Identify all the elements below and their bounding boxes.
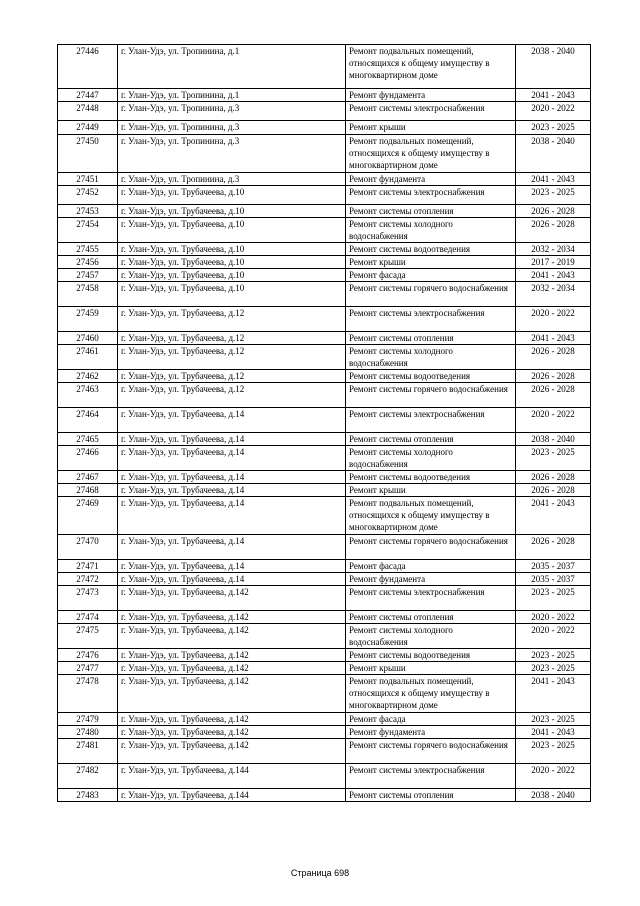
page-number: Страница 698	[290, 868, 350, 878]
address-cell: г. Улан-Удэ, ул. Трубачеева, д.144	[118, 764, 346, 789]
address-cell: г. Улан-Удэ, ул. Трубачеева, д.142	[118, 726, 346, 739]
row-number-cell: 27466	[58, 446, 118, 471]
table-row	[58, 383, 591, 408]
work-type-cell: Ремонт подвальных помещений, относящихся к общему имуществу в многоквартирном доме	[346, 45, 516, 89]
work-type-cell: Ремонт крыши	[346, 121, 516, 135]
row-number-cell: 27462	[58, 370, 118, 383]
work-type-cell: Ремонт системы водоотведения	[346, 243, 516, 256]
address-cell: г. Улан-Удэ, ул. Трубачеева, д.14	[118, 408, 346, 433]
period-cell: 2038 - 2040	[516, 45, 591, 89]
work-type-cell: Ремонт подвальных помещений, относящихся к общему имуществу в многоквартирном доме	[346, 135, 516, 173]
table-row	[58, 102, 591, 121]
row-number-cell: 27477	[58, 662, 118, 675]
address-cell: г. Улан-Удэ, ул. Трубачеева, д.10	[118, 269, 346, 282]
period-cell: 2038 - 2040	[516, 135, 591, 173]
period-cell: 2041 - 2043	[516, 332, 591, 345]
row-number-cell: 27446	[58, 45, 118, 89]
address-cell: г. Улан-Удэ, ул. Трубачеева, д.12	[118, 307, 346, 332]
table-row	[58, 764, 591, 789]
table-row	[58, 713, 591, 726]
address-cell: г. Улан-Удэ, ул. Трубачеева, д.12	[118, 332, 346, 345]
work-type-cell: Ремонт крыши	[346, 484, 516, 497]
address-cell: г. Улан-Удэ, ул. Трубачеева, д.142	[118, 586, 346, 611]
row-number-cell: 27473	[58, 586, 118, 611]
table-row	[58, 446, 591, 471]
row-number-cell: 27472	[58, 573, 118, 586]
row-number-cell: 27476	[58, 649, 118, 662]
row-number-cell: 27465	[58, 433, 118, 446]
address-cell: г. Улан-Удэ, ул. Трубачеева, д.14	[118, 535, 346, 560]
work-type-cell: Ремонт фундамента	[346, 573, 516, 586]
row-number-cell: 27453	[58, 205, 118, 218]
work-type-cell: Ремонт системы горячего водоснабжения	[346, 282, 516, 307]
address-cell: г. Улан-Удэ, ул. Трубачеева, д.142	[118, 611, 346, 624]
table-row	[58, 45, 591, 89]
period-cell: 2023 - 2025	[516, 649, 591, 662]
work-type-cell: Ремонт системы горячего водоснабжения	[346, 383, 516, 408]
period-cell: 2026 - 2028	[516, 370, 591, 383]
address-cell: г. Улан-Удэ, ул. Трубачеева, д.10	[118, 256, 346, 269]
address-cell: г. Улан-Удэ, ул. Трубачеева, д.14	[118, 560, 346, 573]
period-cell: 2026 - 2028	[516, 484, 591, 497]
work-type-cell: Ремонт системы отопления	[346, 205, 516, 218]
period-cell: 2038 - 2040	[516, 433, 591, 446]
period-cell: 2032 - 2034	[516, 243, 591, 256]
address-cell: г. Улан-Удэ, ул. Тропинина, д.3	[118, 135, 346, 173]
address-cell: г. Улан-Удэ, ул. Тропинина, д.3	[118, 173, 346, 186]
address-cell: г. Улан-Удэ, ул. Трубачеева, д.10	[118, 282, 346, 307]
address-cell: г. Улан-Удэ, ул. Трубачеева, д.14	[118, 446, 346, 471]
period-cell: 2020 - 2022	[516, 408, 591, 433]
row-number-cell: 27478	[58, 675, 118, 713]
row-number-cell: 27459	[58, 307, 118, 332]
work-type-cell: Ремонт системы водоотведения	[346, 649, 516, 662]
address-cell: г. Улан-Удэ, ул. Тропинина, д.1	[118, 45, 346, 89]
address-cell: г. Улан-Удэ, ул. Тропинина, д.3	[118, 121, 346, 135]
table-row	[58, 535, 591, 560]
table-row	[58, 611, 591, 624]
row-number-cell: 27479	[58, 713, 118, 726]
table-row	[58, 573, 591, 586]
period-cell: 2026 - 2028	[516, 205, 591, 218]
period-cell: 2020 - 2022	[516, 307, 591, 332]
work-type-cell: Ремонт фундамента	[346, 173, 516, 186]
table-row	[58, 586, 591, 611]
table-row	[58, 282, 591, 307]
period-cell: 2020 - 2022	[516, 611, 591, 624]
table-row	[58, 89, 591, 102]
address-cell: г. Улан-Удэ, ул. Трубачеева, д.14	[118, 471, 346, 484]
period-cell: 2026 - 2028	[516, 535, 591, 560]
address-cell: г. Улан-Удэ, ул. Трубачеева, д.10	[118, 243, 346, 256]
row-number-cell: 27451	[58, 173, 118, 186]
row-number-cell: 27450	[58, 135, 118, 173]
row-number-cell: 27474	[58, 611, 118, 624]
work-type-cell: Ремонт системы отопления	[346, 433, 516, 446]
row-number-cell: 27481	[58, 739, 118, 764]
period-cell: 2035 - 2037	[516, 573, 591, 586]
row-number-cell: 27471	[58, 560, 118, 573]
period-cell: 2041 - 2043	[516, 497, 591, 535]
period-cell: 2032 - 2034	[516, 282, 591, 307]
work-type-cell: Ремонт фасада	[346, 269, 516, 282]
address-cell: г. Улан-Удэ, ул. Трубачеева, д.10	[118, 205, 346, 218]
row-number-cell: 27468	[58, 484, 118, 497]
period-cell: 2023 - 2025	[516, 121, 591, 135]
address-cell: г. Улан-Удэ, ул. Трубачеева, д.142	[118, 675, 346, 713]
work-type-cell: Ремонт системы электроснабжения	[346, 186, 516, 205]
row-number-cell: 27457	[58, 269, 118, 282]
table-row	[58, 433, 591, 446]
work-type-cell: Ремонт системы горячего водоснабжения	[346, 739, 516, 764]
address-cell: г. Улан-Удэ, ул. Трубачеева, д.12	[118, 370, 346, 383]
address-cell: г. Улан-Удэ, ул. Тропинина, д.1	[118, 89, 346, 102]
table-row	[58, 307, 591, 332]
row-number-cell: 27475	[58, 624, 118, 649]
period-cell: 2023 - 2025	[516, 446, 591, 471]
table-row	[58, 789, 591, 802]
row-number-cell: 27463	[58, 383, 118, 408]
work-type-cell: Ремонт системы холодного водоснабжения	[346, 345, 516, 370]
table-row	[58, 649, 591, 662]
row-number-cell: 27452	[58, 186, 118, 205]
table-row	[58, 121, 591, 135]
table-row	[58, 186, 591, 205]
address-cell: г. Улан-Удэ, ул. Трубачеева, д.10	[118, 186, 346, 205]
row-number-cell: 27455	[58, 243, 118, 256]
table-row	[58, 218, 591, 243]
period-cell: 2041 - 2043	[516, 675, 591, 713]
row-number-cell: 27464	[58, 408, 118, 433]
period-cell: 2041 - 2043	[516, 726, 591, 739]
work-type-cell: Ремонт системы холодного водоснабжения	[346, 218, 516, 243]
period-cell: 2038 - 2040	[516, 789, 591, 802]
address-cell: г. Улан-Удэ, ул. Трубачеева, д.142	[118, 624, 346, 649]
table-row	[58, 726, 591, 739]
address-cell: г. Улан-Удэ, ул. Трубачеева, д.142	[118, 649, 346, 662]
table-row	[58, 269, 591, 282]
row-number-cell: 27480	[58, 726, 118, 739]
period-cell: 2023 - 2025	[516, 713, 591, 726]
repair-schedule-table	[57, 44, 591, 802]
row-number-cell: 27454	[58, 218, 118, 243]
period-cell: 2026 - 2028	[516, 471, 591, 484]
work-type-cell: Ремонт системы горячего водоснабжения	[346, 535, 516, 560]
table-body	[58, 45, 591, 802]
period-cell: 2026 - 2028	[516, 383, 591, 408]
address-cell: г. Улан-Удэ, ул. Трубачеева, д.142	[118, 662, 346, 675]
table-row	[58, 560, 591, 573]
work-type-cell: Ремонт фундамента	[346, 726, 516, 739]
period-cell: 2041 - 2043	[516, 89, 591, 102]
period-cell: 2023 - 2025	[516, 662, 591, 675]
address-cell: г. Улан-Удэ, ул. Трубачеева, д.142	[118, 713, 346, 726]
table-row	[58, 135, 591, 173]
work-type-cell: Ремонт подвальных помещений, относящихся к общему имуществу в многоквартирном доме	[346, 675, 516, 713]
work-type-cell: Ремонт крыши	[346, 256, 516, 269]
table-row	[58, 739, 591, 764]
row-number-cell: 27469	[58, 497, 118, 535]
period-cell: 2026 - 2028	[516, 345, 591, 370]
table-row	[58, 243, 591, 256]
row-number-cell: 27482	[58, 764, 118, 789]
work-type-cell: Ремонт системы отопления	[346, 611, 516, 624]
period-cell: 2023 - 2025	[516, 739, 591, 764]
work-type-cell: Ремонт крыши	[346, 662, 516, 675]
address-cell: г. Улан-Удэ, ул. Трубачеева, д.14	[118, 433, 346, 446]
work-type-cell: Ремонт системы отопления	[346, 789, 516, 802]
table-row	[58, 497, 591, 535]
table-row	[58, 484, 591, 497]
period-cell: 2020 - 2022	[516, 102, 591, 121]
table-row	[58, 624, 591, 649]
row-number-cell: 27483	[58, 789, 118, 802]
table-row	[58, 662, 591, 675]
work-type-cell: Ремонт системы электроснабжения	[346, 102, 516, 121]
row-number-cell: 27458	[58, 282, 118, 307]
row-number-cell: 27456	[58, 256, 118, 269]
table-row	[58, 332, 591, 345]
row-number-cell: 27449	[58, 121, 118, 135]
address-cell: г. Улан-Удэ, ул. Трубачеева, д.14	[118, 484, 346, 497]
table-row	[58, 173, 591, 186]
work-type-cell: Ремонт системы электроснабжения	[346, 586, 516, 611]
period-cell: 2020 - 2022	[516, 624, 591, 649]
table-row	[58, 675, 591, 713]
work-type-cell: Ремонт системы электроснабжения	[346, 408, 516, 433]
table-row	[58, 370, 591, 383]
table-row	[58, 256, 591, 269]
table-row	[58, 205, 591, 218]
row-number-cell: 27448	[58, 102, 118, 121]
period-cell: 2041 - 2043	[516, 173, 591, 186]
work-type-cell: Ремонт системы водоотведения	[346, 471, 516, 484]
work-type-cell: Ремонт фундамента	[346, 89, 516, 102]
row-number-cell: 27470	[58, 535, 118, 560]
period-cell: 2020 - 2022	[516, 764, 591, 789]
row-number-cell: 27460	[58, 332, 118, 345]
work-type-cell: Ремонт подвальных помещений, относящихся к общему имуществу в многоквартирном доме	[346, 497, 516, 535]
address-cell: г. Улан-Удэ, ул. Трубачеева, д.12	[118, 345, 346, 370]
work-type-cell: Ремонт системы холодного водоснабжения	[346, 446, 516, 471]
period-cell: 2035 - 2037	[516, 560, 591, 573]
period-cell: 2026 - 2028	[516, 218, 591, 243]
table-row	[58, 471, 591, 484]
work-type-cell: Ремонт системы водоотведения	[346, 370, 516, 383]
period-cell: 2023 - 2025	[516, 586, 591, 611]
period-cell: 2017 - 2019	[516, 256, 591, 269]
work-type-cell: Ремонт фасада	[346, 713, 516, 726]
row-number-cell: 27447	[58, 89, 118, 102]
address-cell: г. Улан-Удэ, ул. Трубачеева, д.14	[118, 497, 346, 535]
row-number-cell: 27467	[58, 471, 118, 484]
work-type-cell: Ремонт системы холодного водоснабжения	[346, 624, 516, 649]
table-row	[58, 408, 591, 433]
address-cell: г. Улан-Удэ, ул. Трубачеева, д.142	[118, 739, 346, 764]
work-type-cell: Ремонт системы электроснабжения	[346, 307, 516, 332]
row-number-cell: 27461	[58, 345, 118, 370]
work-type-cell: Ремонт фасада	[346, 560, 516, 573]
table-row	[58, 345, 591, 370]
period-cell: 2041 - 2043	[516, 269, 591, 282]
work-type-cell: Ремонт системы электроснабжения	[346, 764, 516, 789]
address-cell: г. Улан-Удэ, ул. Трубачеева, д.144	[118, 789, 346, 802]
address-cell: г. Улан-Удэ, ул. Трубачеева, д.10	[118, 218, 346, 243]
address-cell: г. Улан-Удэ, ул. Трубачеева, д.12	[118, 383, 346, 408]
address-cell: г. Улан-Удэ, ул. Тропинина, д.3	[118, 102, 346, 121]
work-type-cell: Ремонт системы отопления	[346, 332, 516, 345]
period-cell: 2023 - 2025	[516, 186, 591, 205]
address-cell: г. Улан-Удэ, ул. Трубачеева, д.14	[118, 573, 346, 586]
